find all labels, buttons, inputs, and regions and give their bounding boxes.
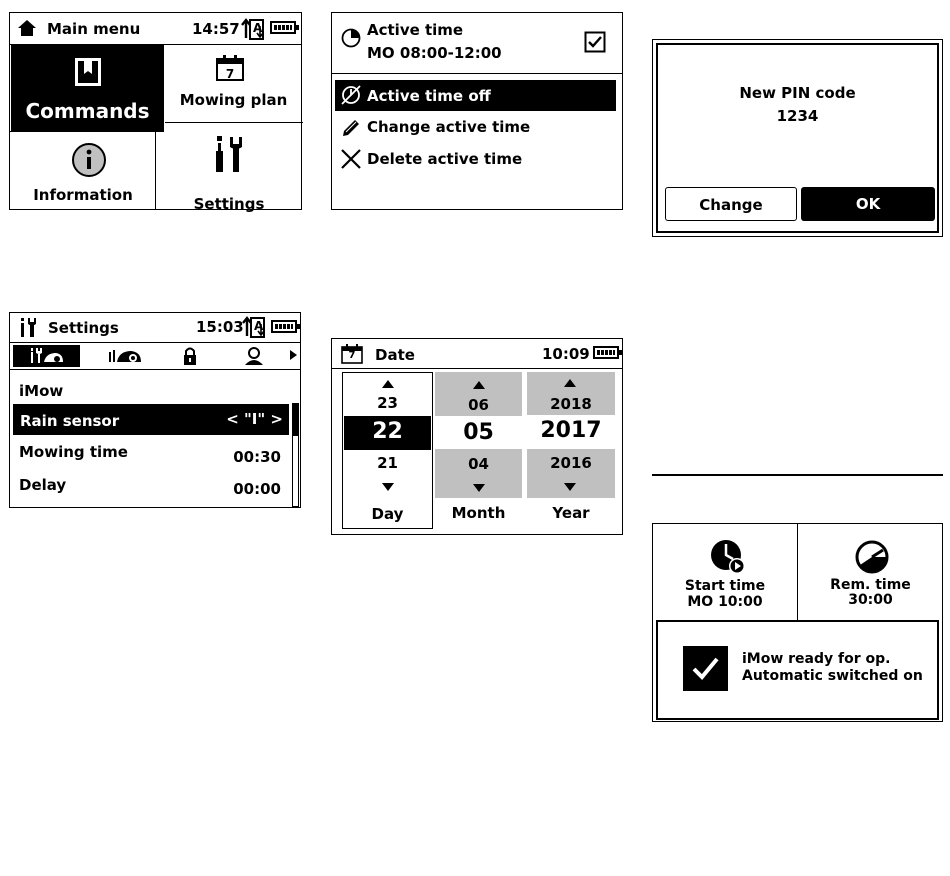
year-prev: 2018 bbox=[550, 395, 592, 413]
pencil-icon bbox=[341, 117, 361, 137]
automatic-mode-glyph: A bbox=[253, 21, 263, 35]
pin-dialog-screen bbox=[652, 39, 943, 237]
tools-icon bbox=[19, 317, 39, 338]
section-title: iMow bbox=[19, 382, 64, 400]
settings-row-delay[interactable] bbox=[13, 470, 289, 500]
row-value: 00:30 bbox=[233, 448, 281, 466]
calendar-day: 7 bbox=[225, 67, 235, 81]
dialog-title: New PIN code bbox=[739, 84, 856, 102]
page-title: Date bbox=[375, 346, 415, 364]
settings-header bbox=[10, 313, 300, 343]
month-down-arrow[interactable] bbox=[473, 484, 485, 492]
status-message-line1: iMow ready for op. bbox=[742, 651, 891, 667]
commands-label: Commands bbox=[25, 99, 150, 123]
day-column[interactable] bbox=[342, 372, 433, 529]
info-icon bbox=[71, 142, 107, 178]
status-message-line2: Automatic switched on bbox=[742, 668, 923, 684]
year-next: 2016 bbox=[550, 454, 592, 472]
separator-line bbox=[652, 474, 943, 476]
year-up-arrow[interactable] bbox=[564, 379, 576, 387]
clock: 10:09 bbox=[542, 345, 590, 363]
tab-next-arrow[interactable] bbox=[290, 350, 297, 360]
change-button[interactable] bbox=[665, 187, 797, 221]
scrollbar-thumb[interactable] bbox=[293, 404, 298, 436]
month-prev: 06 bbox=[468, 396, 489, 414]
ok-button-label: OK bbox=[855, 195, 881, 213]
month-current: 05 bbox=[463, 420, 494, 445]
menu-item-label: Delete active time bbox=[367, 150, 523, 168]
enabled-checkbox[interactable] bbox=[584, 31, 606, 53]
clock: 14:57 bbox=[192, 20, 240, 38]
day-selected[interactable] bbox=[344, 416, 431, 450]
pin-code-value: 1234 bbox=[776, 107, 819, 125]
day-up-arrow[interactable] bbox=[382, 380, 394, 388]
page-title: Settings bbox=[48, 319, 119, 337]
settings-screen bbox=[9, 312, 301, 508]
menu-item-change-active-time[interactable] bbox=[335, 112, 616, 143]
commands-tile[interactable] bbox=[11, 45, 164, 132]
home-icon bbox=[17, 19, 37, 37]
menu-item-label: Active time off bbox=[367, 87, 491, 105]
active-time-screen bbox=[331, 12, 623, 210]
day-next: 21 bbox=[377, 454, 398, 472]
start-time-value: MO 10:00 bbox=[687, 594, 763, 610]
settings-label: Settings bbox=[193, 195, 265, 213]
change-button-label: Change bbox=[699, 196, 763, 214]
row-value: < "I" > bbox=[226, 410, 283, 428]
battery-icon bbox=[593, 346, 619, 359]
date-picker-screen bbox=[331, 338, 623, 535]
mowing-plan-tile[interactable] bbox=[165, 45, 302, 123]
countdown-icon bbox=[854, 539, 890, 575]
battery-icon bbox=[271, 320, 297, 333]
calendar-day: 7 bbox=[348, 350, 356, 361]
status-message-box bbox=[656, 620, 939, 720]
book-icon bbox=[73, 56, 103, 88]
settings-row-mowing-time[interactable] bbox=[13, 437, 289, 467]
main-menu-header bbox=[10, 13, 301, 45]
scrollbar[interactable] bbox=[292, 403, 299, 507]
check-icon bbox=[683, 646, 728, 691]
year-selected[interactable] bbox=[527, 415, 615, 449]
information-label: Information bbox=[33, 186, 133, 204]
menu-item-active-time-off[interactable] bbox=[335, 80, 616, 111]
delete-x-icon bbox=[340, 148, 362, 170]
active-time-title: Active time bbox=[367, 21, 464, 39]
month-next: 04 bbox=[468, 455, 489, 473]
user-icon[interactable] bbox=[243, 346, 265, 366]
start-time-tile[interactable] bbox=[653, 524, 797, 620]
remaining-time-tile[interactable] bbox=[798, 524, 943, 620]
day-current: 22 bbox=[372, 419, 403, 444]
active-time-header bbox=[332, 13, 622, 74]
year-down-arrow[interactable] bbox=[564, 483, 576, 491]
information-tile[interactable] bbox=[11, 132, 155, 210]
year-column[interactable] bbox=[527, 372, 615, 529]
tools-robot-icon bbox=[29, 347, 65, 365]
status-screen bbox=[652, 523, 943, 722]
year-label: Year bbox=[552, 504, 590, 522]
pie-clock-icon bbox=[341, 28, 361, 48]
tab-imow[interactable] bbox=[13, 345, 80, 367]
month-up-arrow[interactable] bbox=[473, 381, 485, 389]
clock-off-icon bbox=[340, 84, 362, 106]
row-label: Mowing time bbox=[19, 443, 128, 461]
year-current: 2017 bbox=[540, 418, 602, 443]
settings-tab-bar bbox=[10, 343, 300, 370]
date-header bbox=[332, 339, 622, 369]
remaining-time-label: Rem. time bbox=[830, 577, 911, 593]
page-title: Main menu bbox=[47, 20, 141, 38]
main-menu-screen bbox=[9, 12, 302, 213]
battery-icon bbox=[270, 21, 296, 34]
active-time-range: MO 08:00-12:00 bbox=[367, 44, 502, 62]
row-label: Rain sensor bbox=[20, 412, 120, 430]
menu-item-delete-active-time[interactable] bbox=[335, 144, 616, 175]
clock-play-icon bbox=[710, 539, 746, 575]
day-down-arrow[interactable] bbox=[382, 483, 394, 491]
remaining-time-value: 30:00 bbox=[848, 592, 893, 608]
start-time-label: Start time bbox=[684, 578, 766, 594]
row-label: Delay bbox=[19, 476, 67, 494]
month-label: Month bbox=[451, 504, 506, 522]
clock: 15:03 bbox=[196, 318, 244, 336]
mowing-plan-label: Mowing plan bbox=[179, 91, 288, 109]
dialog-frame bbox=[656, 43, 939, 233]
row-value: 00:00 bbox=[233, 480, 281, 498]
settings-tile[interactable] bbox=[156, 123, 302, 213]
menu-item-label: Change active time bbox=[367, 118, 531, 136]
month-column[interactable] bbox=[435, 372, 522, 529]
tools-icon bbox=[211, 134, 249, 174]
robot-mower-icon[interactable] bbox=[108, 347, 144, 365]
settings-row-rain-sensor[interactable] bbox=[13, 404, 289, 435]
lock-icon[interactable] bbox=[182, 346, 198, 366]
automatic-mode-glyph: A bbox=[254, 319, 264, 333]
ok-button[interactable] bbox=[801, 187, 935, 221]
day-prev: 23 bbox=[377, 394, 398, 412]
month-selected[interactable] bbox=[435, 416, 522, 449]
day-label: Day bbox=[371, 505, 404, 523]
